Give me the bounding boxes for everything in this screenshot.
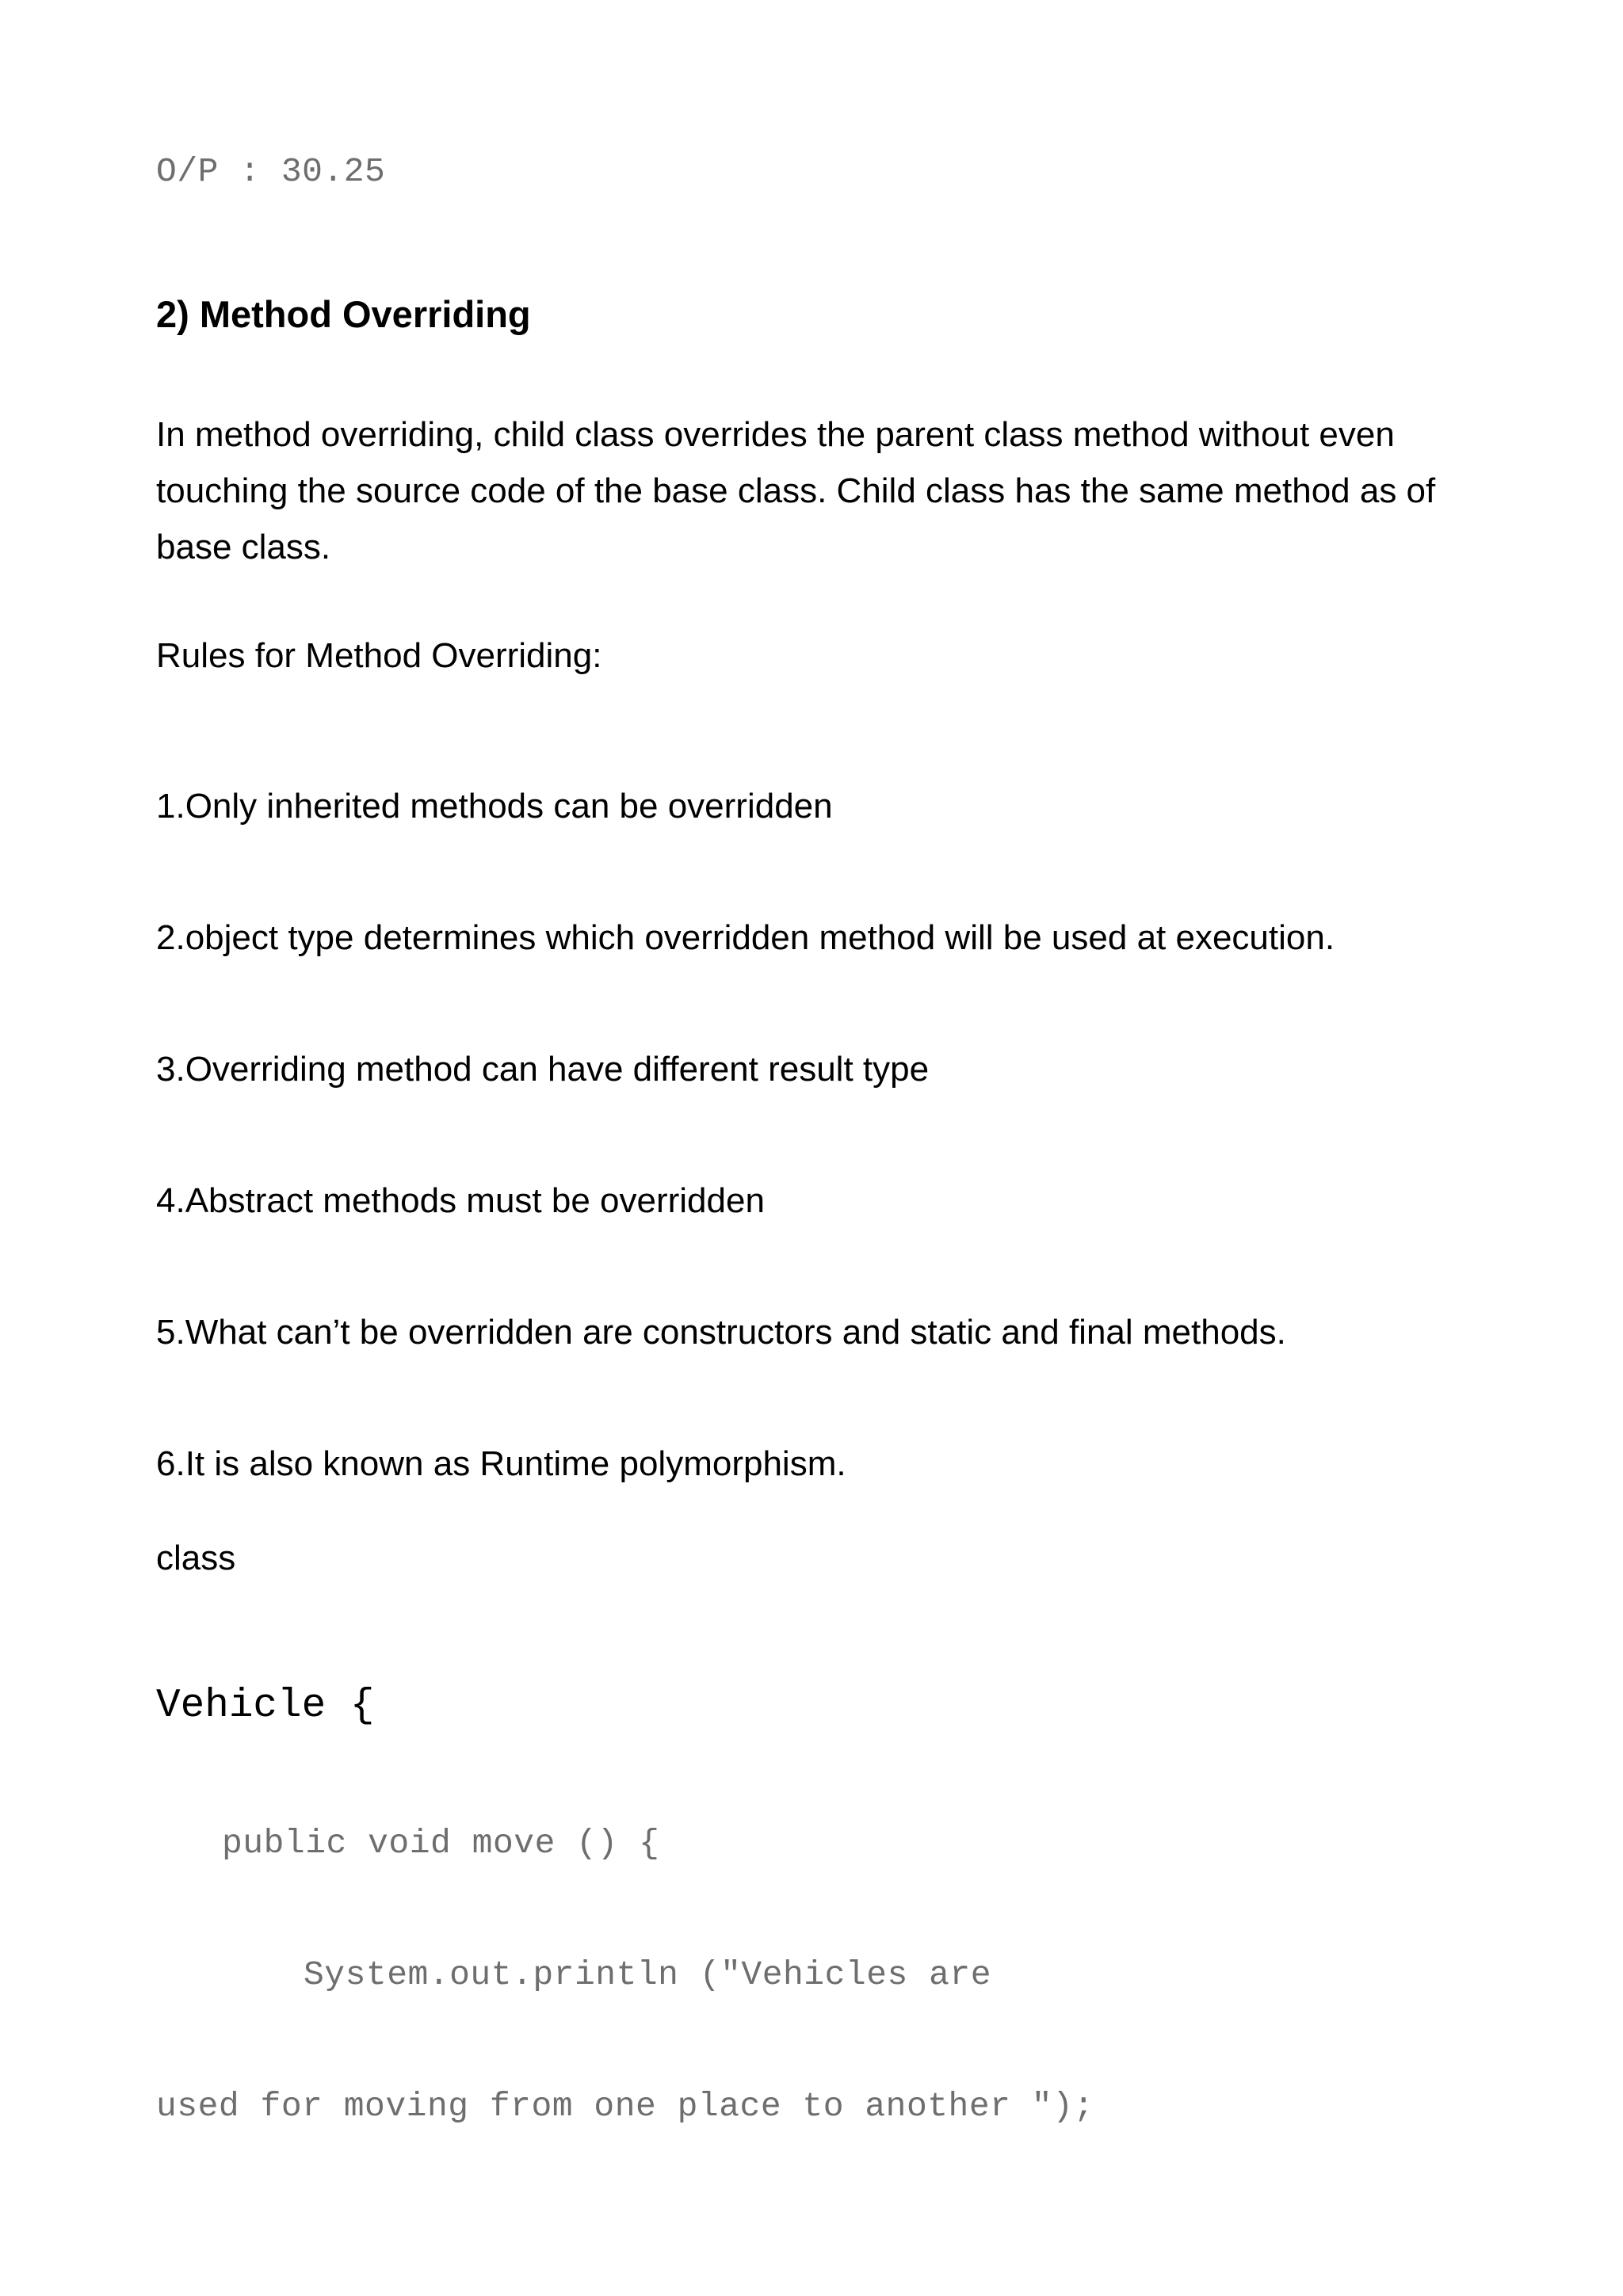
rule-item-2: 2.object type determines which overridden method will be used at execution. bbox=[156, 918, 1335, 957]
paragraph-line: In method overriding, child class overrides the parent class method without even bbox=[156, 415, 1395, 454]
output-line: O/P : 30.25 bbox=[156, 152, 386, 191]
code-println-end: used for moving from one place to another "); bbox=[156, 2087, 1094, 2126]
rule-item-3: 3.Overriding method can have different result type bbox=[156, 1050, 930, 1089]
paragraph-line: touching the source code of the base class. Child class has the same method as of bbox=[156, 471, 1436, 510]
code-method-declaration: public void move () { bbox=[222, 1824, 660, 1863]
class-keyword: class bbox=[156, 1539, 236, 1577]
section-heading: 2) Method Overriding bbox=[156, 293, 531, 335]
rule-item-4: 4.Abstract methods must be overridden bbox=[156, 1181, 765, 1220]
rule-item-1: 1.Only inherited methods can be overridden bbox=[156, 787, 833, 826]
rule-item-5: 5.What can’t be overridden are constructors and static and final methods. bbox=[156, 1313, 1286, 1352]
code-println-start: System.out.println ("Vehicles are bbox=[304, 1955, 992, 1994]
code-class-declaration: Vehicle { bbox=[156, 1684, 375, 1729]
rule-item-6: 6.It is also known as Runtime polymorphism. bbox=[156, 1444, 846, 1483]
rules-title: Rules for Method Overriding: bbox=[156, 636, 602, 675]
paragraph-line: base class. bbox=[156, 528, 331, 566]
intro-paragraph bbox=[156, 406, 1472, 575]
